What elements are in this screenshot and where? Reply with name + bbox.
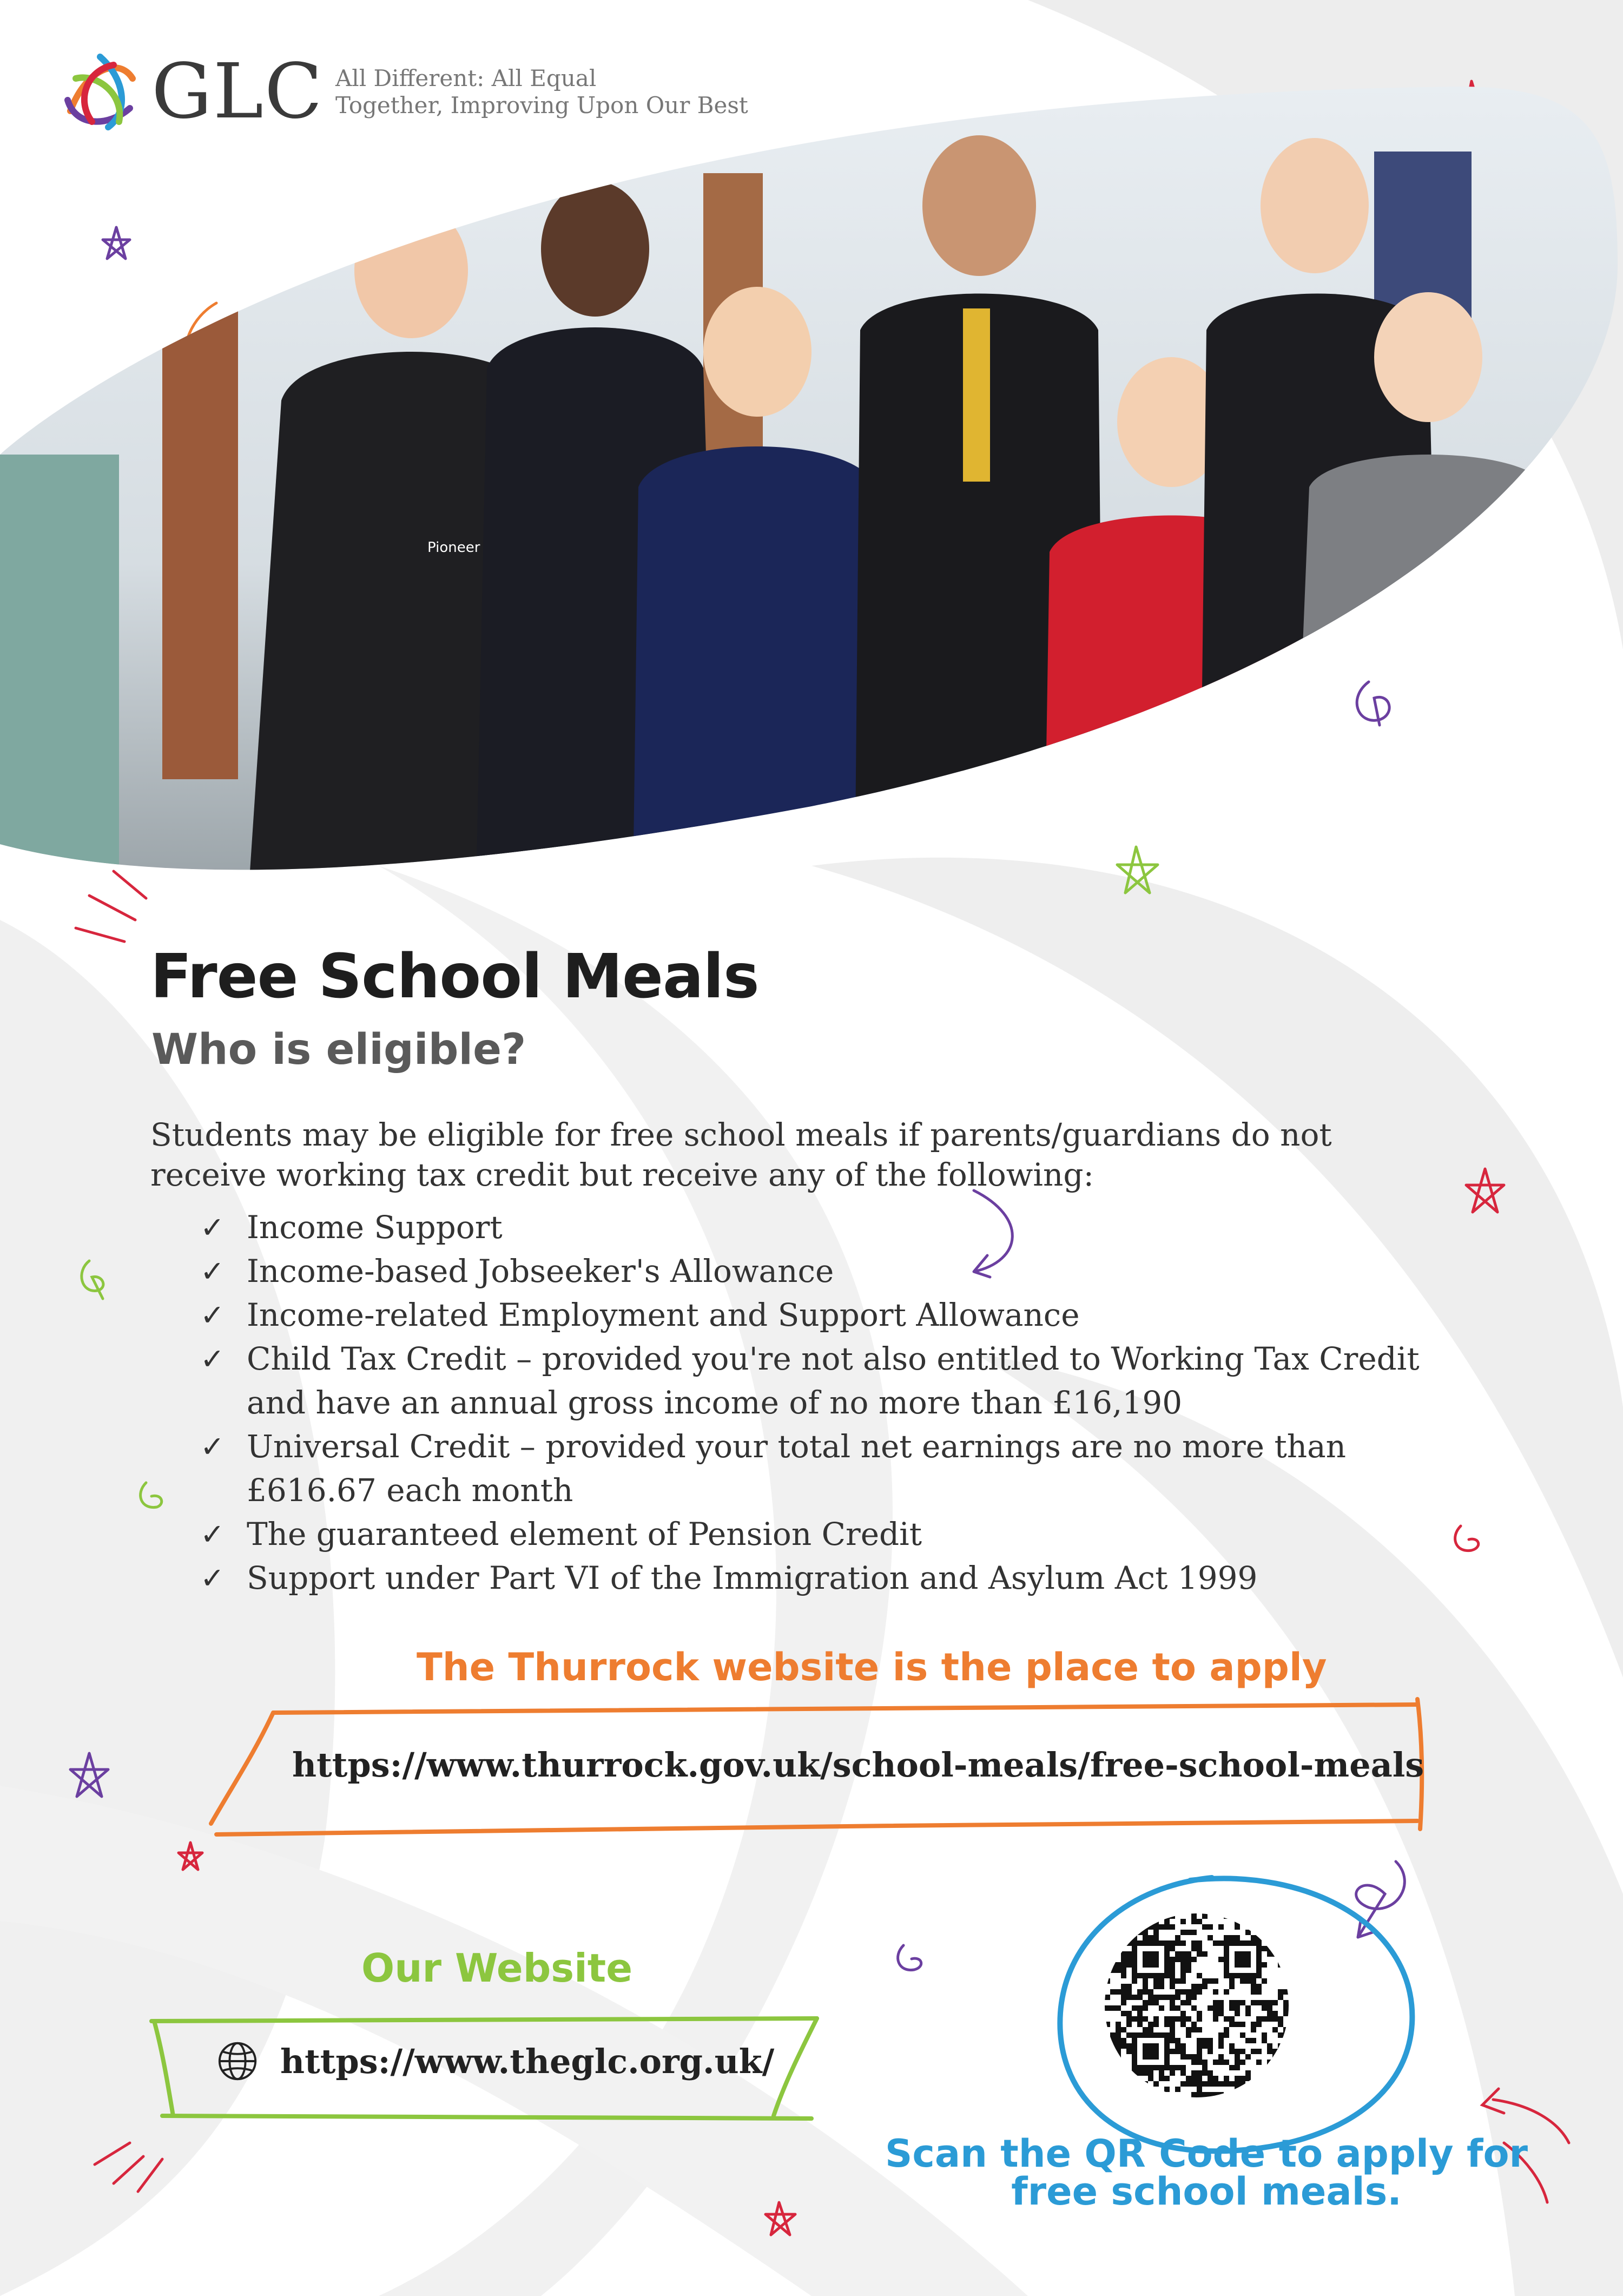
glc-website-link[interactable]: https://www.theglc.org.uk/ [280, 2041, 775, 2081]
check-icon: ✓ [200, 1298, 225, 1332]
page-title: Free School Meals [150, 942, 759, 1012]
page-subtitle: Who is eligible? [151, 1025, 526, 1074]
check-icon: ✓ [200, 1561, 225, 1595]
list-item: ✓ Child Tax Credit – provided you're not also entitled to Working Tax Credit and have an annual gross income of no more than £16,190 [200, 1337, 1444, 1425]
website-heading: Our Website [361, 1945, 633, 1991]
check-icon: ✓ [200, 1254, 225, 1288]
check-icon: ✓ [200, 1517, 225, 1551]
list-item: ✓ Support under Part VI of the Immigration and Asylum Act 1999 [200, 1556, 1444, 1600]
globe-icon [216, 2040, 259, 2082]
check-icon: ✓ [200, 1211, 225, 1245]
thurrock-apply-link[interactable]: https://www.thurrock.gov.uk/school-meals/free-school-meals [292, 1745, 1424, 1785]
list-item: ✓ Income-related Employment and Support Allowance [200, 1293, 1444, 1337]
tagline-line-1: All Different: All Equal [335, 65, 597, 91]
qr-code[interactable] [1105, 1913, 1289, 2097]
apply-heading: The Thurrock website is the place to apply [417, 1645, 1327, 1689]
list-item: ✓ Universal Credit – provided your total net earnings are no more than £616.67 each month [200, 1425, 1444, 1512]
check-icon: ✓ [200, 1342, 225, 1376]
list-item: ✓ Income-based Jobseeker's Allowance [200, 1249, 1444, 1293]
website-link-row[interactable] [216, 2040, 774, 2082]
list-item: ✓ Income Support [200, 1206, 1444, 1249]
tagline-line-2: Together, Improving Upon Our Best [335, 92, 748, 119]
list-item: ✓ The guaranteed element of Pension Credit [200, 1512, 1444, 1556]
eligibility-intro: Students may be eligible for free school meals if parents/guardians do not receive working tax credit but receive any of the following: [150, 1116, 1332, 1193]
eligibility-list [200, 1206, 1444, 1600]
students-photo [0, 76, 1623, 887]
logo-wordmark: GLC [151, 48, 324, 136]
photo-badge-text: Pioneer [427, 540, 480, 556]
check-icon: ✓ [200, 1430, 225, 1464]
qr-caption: Scan the QR Code to apply for free school meals. [885, 2131, 1528, 2214]
